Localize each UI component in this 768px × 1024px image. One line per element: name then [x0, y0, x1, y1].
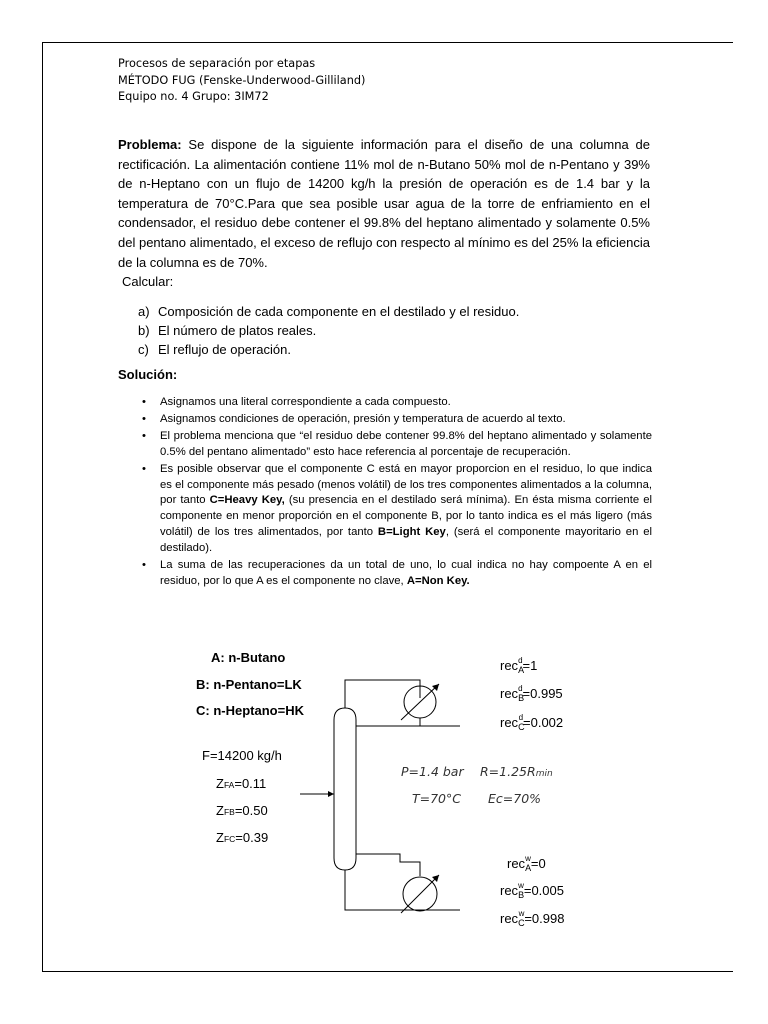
rec-w-a: recAw=0: [507, 854, 546, 873]
efficiency-label: Ec=70%: [488, 791, 542, 806]
zfc-label: ZFC=0.39: [216, 830, 269, 845]
bottoms-line: [345, 870, 460, 910]
component-a-label: A: n-Butano: [211, 650, 286, 665]
reflux-label: R=1.25Rmin: [480, 764, 553, 779]
reboiler-return-line: [356, 854, 420, 876]
list-item: • La suma de las recuperaciones da un total de uno, lo cual indica no hay compoente A en el residuo, por lo que A es el componente no clave, A=Non Key.: [142, 558, 652, 590]
problem-label: Problema:: [118, 137, 182, 152]
list-item: • Asignamos una literal correspondiente a cada compuesto.: [142, 395, 652, 411]
zfa-label: ZFA=0.11: [216, 776, 267, 791]
list-item: • Asignamos condiciones de operación, presión y temperatura de acuerdo al texto.: [142, 412, 652, 428]
list-item: a) Composición de cada componente en el destilado y el residuo.: [138, 304, 520, 319]
calcular-list: [138, 302, 519, 359]
feed-flow-label: F=14200 kg/h: [202, 748, 282, 763]
zfb-label: ZFB=0.50: [216, 803, 268, 818]
distillate-line: [356, 718, 420, 726]
problem-statement: [118, 135, 650, 272]
solucion-label: Solución:: [118, 367, 178, 382]
team-info: Equipo no. 4 Grupo: 3IM72: [118, 90, 269, 103]
method-title: MÉTODO FUG (Fenske-Underwood-Gilliland): [118, 73, 366, 87]
column-schematic: [0, 640, 768, 940]
list-item: • El problema menciona que “el residuo debe contener 99.8% del heptano alimentado y solamente 0.5% del pentano alimentado” esto hace referencia al porcentaje de recuperación.: [142, 429, 652, 461]
list-item: c) El reflujo de operación.: [138, 342, 291, 357]
rec-w-b: recBw=0.005: [500, 881, 564, 900]
rec-d-b: recBd=0.995: [500, 684, 563, 703]
course-title: Procesos de separación por etapas: [118, 57, 316, 70]
component-b-label: B: n-Pentano=LK: [196, 677, 302, 692]
temperature-label: T=70°C: [412, 791, 461, 806]
calcular-label: Calcular:: [122, 274, 174, 289]
column-diagram: [0, 640, 768, 940]
list-item: • Es posible observar que el componente C está en mayor proporcion en el residuo, lo que indica es el componente más pesado (menos volátil) de los tres componentes alimentados a la columna, por tanto C=Heavy Key, (su presencia en el destilado será mínima). En ésta misma corriente el componente en menor proporción en el componente B, por lo tanto indica es el más ligero (más volátil) de los tres alimentados, por tanto B=Light Key, (será el componente mayoritario en el destilado).: [142, 462, 652, 557]
rec-d-c: recCd=0.002: [500, 713, 564, 732]
list-item: b) El número de platos reales.: [138, 323, 317, 338]
document-header: [118, 56, 365, 106]
problem-text: Se dispone de la siguiente información para el diseño de una columna de rectificación. La alimentación contiene 11% mol de n-Butano 50% mol de n-Pentano y 39% de n-Heptano con un flujo de 14200 kg/h la presión de operación es de 1.4 bar y la temperatura de 70°C.Para que sea posible usar agua de la torre de enfriamiento en el condensador, el residuo debe contener el 99.8% del heptano alimentado y solamente 0.5% del pentano alimentado, el exceso de reflujo con respecto al mínimo es del 25% la eficiencia de la columna es de 70%.: [118, 137, 650, 270]
vapor-line: [345, 680, 420, 708]
pressure-label: P=1.4 bar: [401, 764, 464, 779]
rec-d-a: recAd=1: [500, 656, 538, 675]
distillation-column: [334, 708, 356, 870]
rec-w-c: recCw=0.998: [500, 909, 565, 928]
component-c-label: C: n-Heptano=HK: [196, 703, 304, 718]
solution-bullets: [142, 395, 652, 591]
